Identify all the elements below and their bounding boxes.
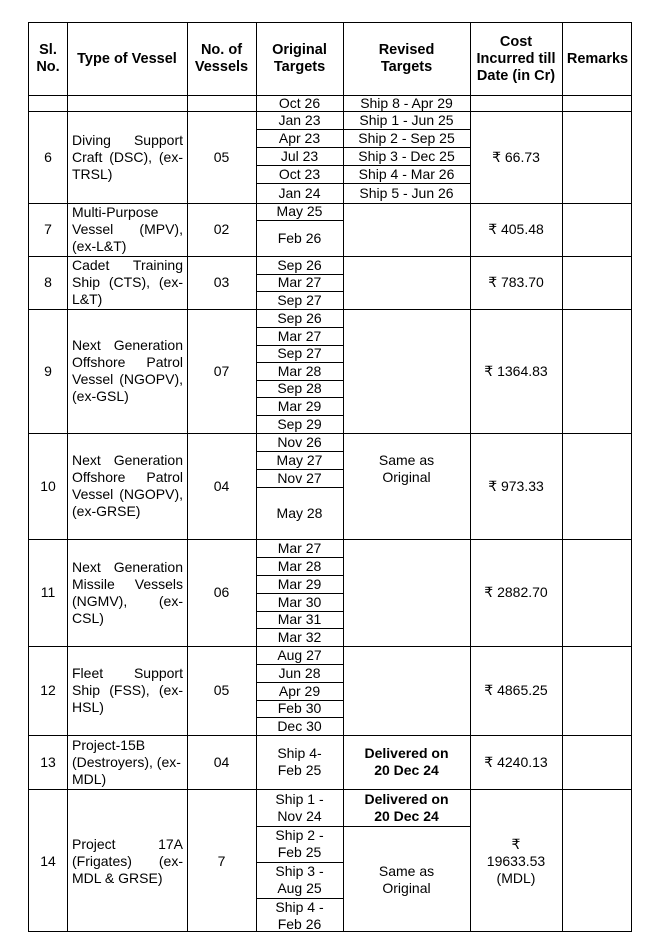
row-11-original-4: Mar 30	[277, 593, 322, 610]
row-12-count: 05	[213, 682, 230, 698]
row-10-cost: ₹ 973.33	[488, 477, 544, 494]
row-6-revised-2: Ship 2 - Sep 25	[358, 129, 455, 146]
row-11-count: 06	[213, 584, 230, 600]
header-original-targets: Original Targets	[272, 42, 327, 75]
row-12-original-4: Feb 30	[277, 700, 322, 716]
header-revised-targets: Revised Targets	[378, 42, 435, 75]
row-14-original-3: Ship 3 - Aug 25	[275, 863, 324, 896]
row-9-original-2: Mar 27	[277, 327, 322, 344]
row-14-count: 7	[217, 852, 226, 869]
row-11-original-3: Mar 29	[277, 575, 322, 592]
row-12-original-3: Apr 29	[278, 682, 321, 699]
row-7-count: 02	[213, 221, 230, 237]
row-7-type: Multi-Purpose Vessel (MPV), (ex-L&T)	[72, 204, 183, 254]
row-11-type: Next Generation Missile Vessels (NGMV), (ex-CSL)	[72, 558, 183, 626]
row-7-sl: 7	[44, 221, 52, 237]
row-13-original: Ship 4- Feb 25	[277, 745, 322, 778]
top-row-revised: Ship 8 - Apr 29	[360, 94, 453, 111]
row-14-sl: 14	[40, 852, 56, 869]
header-type-of-vessel: Type of Vessel	[77, 50, 177, 67]
row-14-type: Project 17A (Frigates) (ex-MDL & GRSE)	[72, 835, 183, 886]
row-11-original-2: Mar 28	[277, 557, 322, 574]
merged-revised-same-as-original: Same as Original	[378, 452, 435, 485]
row-8-count: 03	[213, 274, 230, 290]
vessel-targets-table	[28, 22, 632, 932]
header-cost-incurred: Cost Incurred till Date (in Cr)	[476, 33, 556, 84]
row-14-original-1: Ship 1 - Nov 24	[275, 790, 324, 824]
row-6-count: 05	[213, 148, 230, 165]
row-14-cost: ₹ 19633.53 (MDL)	[486, 835, 546, 886]
row-11-original-5: Mar 31	[277, 611, 322, 627]
header-sl-no: Sl. No.	[36, 42, 60, 75]
row-13-cost: ₹ 4240.13	[484, 753, 548, 770]
row-8-type: Cadet Training Ship (CTS), (ex-L&T)	[72, 257, 183, 307]
row-6-cost: ₹ 66.73	[492, 148, 540, 165]
row-6-original-2: Apr 23	[278, 129, 321, 146]
row-9-original-5: Sep 28	[277, 380, 322, 396]
header-remarks: Remarks	[566, 50, 629, 67]
row-11-original-6: Mar 32	[277, 628, 322, 645]
row-10-original-1: Nov 26	[277, 433, 322, 450]
row-14-original-4: Ship 4 - Feb 26	[275, 898, 324, 932]
row-6-original-5: Jan 24	[278, 184, 321, 201]
row-10-sl: 10	[40, 477, 56, 494]
row-13-type: Project-15B (Destroyers), (ex- MDL)	[72, 736, 181, 787]
top-row-original: Oct 26	[278, 94, 321, 111]
header-no-of-vessels: No. of Vessels	[194, 42, 249, 75]
row-6-original-1: Jan 23	[278, 111, 321, 128]
row-9-original-4: Mar 28	[277, 362, 322, 379]
row-11-original-1: Mar 27	[277, 539, 322, 556]
row-6-revised-4: Ship 4 - Mar 26	[358, 165, 455, 182]
row-10-original-3: Nov 27	[277, 469, 322, 486]
row-10-original-2: May 27	[276, 451, 323, 468]
row-6-type: Diving Support Craft (DSC), (ex-TRSL)	[72, 131, 183, 182]
row-9-original-7: Sep 29	[277, 415, 322, 432]
row-14-original-2: Ship 2 - Feb 25	[275, 827, 324, 860]
row-12-type: Fleet Support Ship (FSS), (ex-HSL)	[72, 665, 183, 715]
row-9-original-3: Sep 27	[277, 345, 322, 361]
row-12-sl: 12	[40, 682, 56, 698]
row-8-sl: 8	[44, 274, 52, 290]
row-10-original-4: May 28	[276, 504, 323, 521]
row-9-sl: 9	[44, 362, 52, 379]
row-10-count: 04	[213, 477, 230, 494]
row-13-count: 04	[213, 753, 230, 770]
row-12-original-5: Dec 30	[277, 717, 322, 734]
row-6-revised-1: Ship 1 - Jun 25	[359, 111, 454, 128]
row-8-cost: ₹ 783.70	[488, 274, 544, 290]
row-12-cost: ₹ 4865.25	[484, 682, 548, 698]
row-10-type: Next Generation Offshore Patrol Vessel (NGOPV), (ex-GRSE)	[72, 452, 183, 519]
row-12-original-1: Aug 27	[277, 646, 322, 663]
row-8-original-2: Mar 27	[277, 274, 322, 290]
row-6-original-4: Oct 23	[278, 165, 321, 182]
row-11-sl: 11	[40, 584, 56, 600]
row-6-sl: 6	[44, 148, 52, 165]
row-8-original-1: Sep 26	[277, 256, 322, 273]
row-6-revised-5: Ship 5 - Jun 26	[359, 184, 454, 201]
row-6-original-3: Jul 23	[280, 147, 319, 164]
row-9-cost: ₹ 1364.83	[484, 362, 548, 379]
row-9-count: 07	[213, 362, 230, 379]
row-14-revised-delivered: Delivered on 20 Dec 24	[364, 790, 449, 824]
row-7-cost: ₹ 405.48	[488, 221, 544, 237]
row-12-original-2: Jun 28	[278, 664, 321, 681]
row-8-original-3: Sep 27	[277, 291, 322, 308]
row-7-original-2: Feb 26	[277, 229, 322, 246]
row-9-original-6: Mar 29	[277, 397, 322, 414]
row-11-cost: ₹ 2882.70	[484, 584, 548, 600]
row-9-original-1: Sep 26	[277, 309, 322, 326]
row-14-revised-same: Same as Original	[378, 862, 435, 896]
row-9-type: Next Generation Offshore Patrol Vessel (NGOPV), (ex-GSL)	[72, 337, 183, 404]
row-13-revised: Delivered on 20 Dec 24	[364, 745, 449, 778]
row-13-sl: 13	[40, 753, 56, 770]
row-6-revised-3: Ship 3 - Dec 25	[358, 147, 455, 164]
row-7-original-1: May 25	[276, 203, 323, 219]
